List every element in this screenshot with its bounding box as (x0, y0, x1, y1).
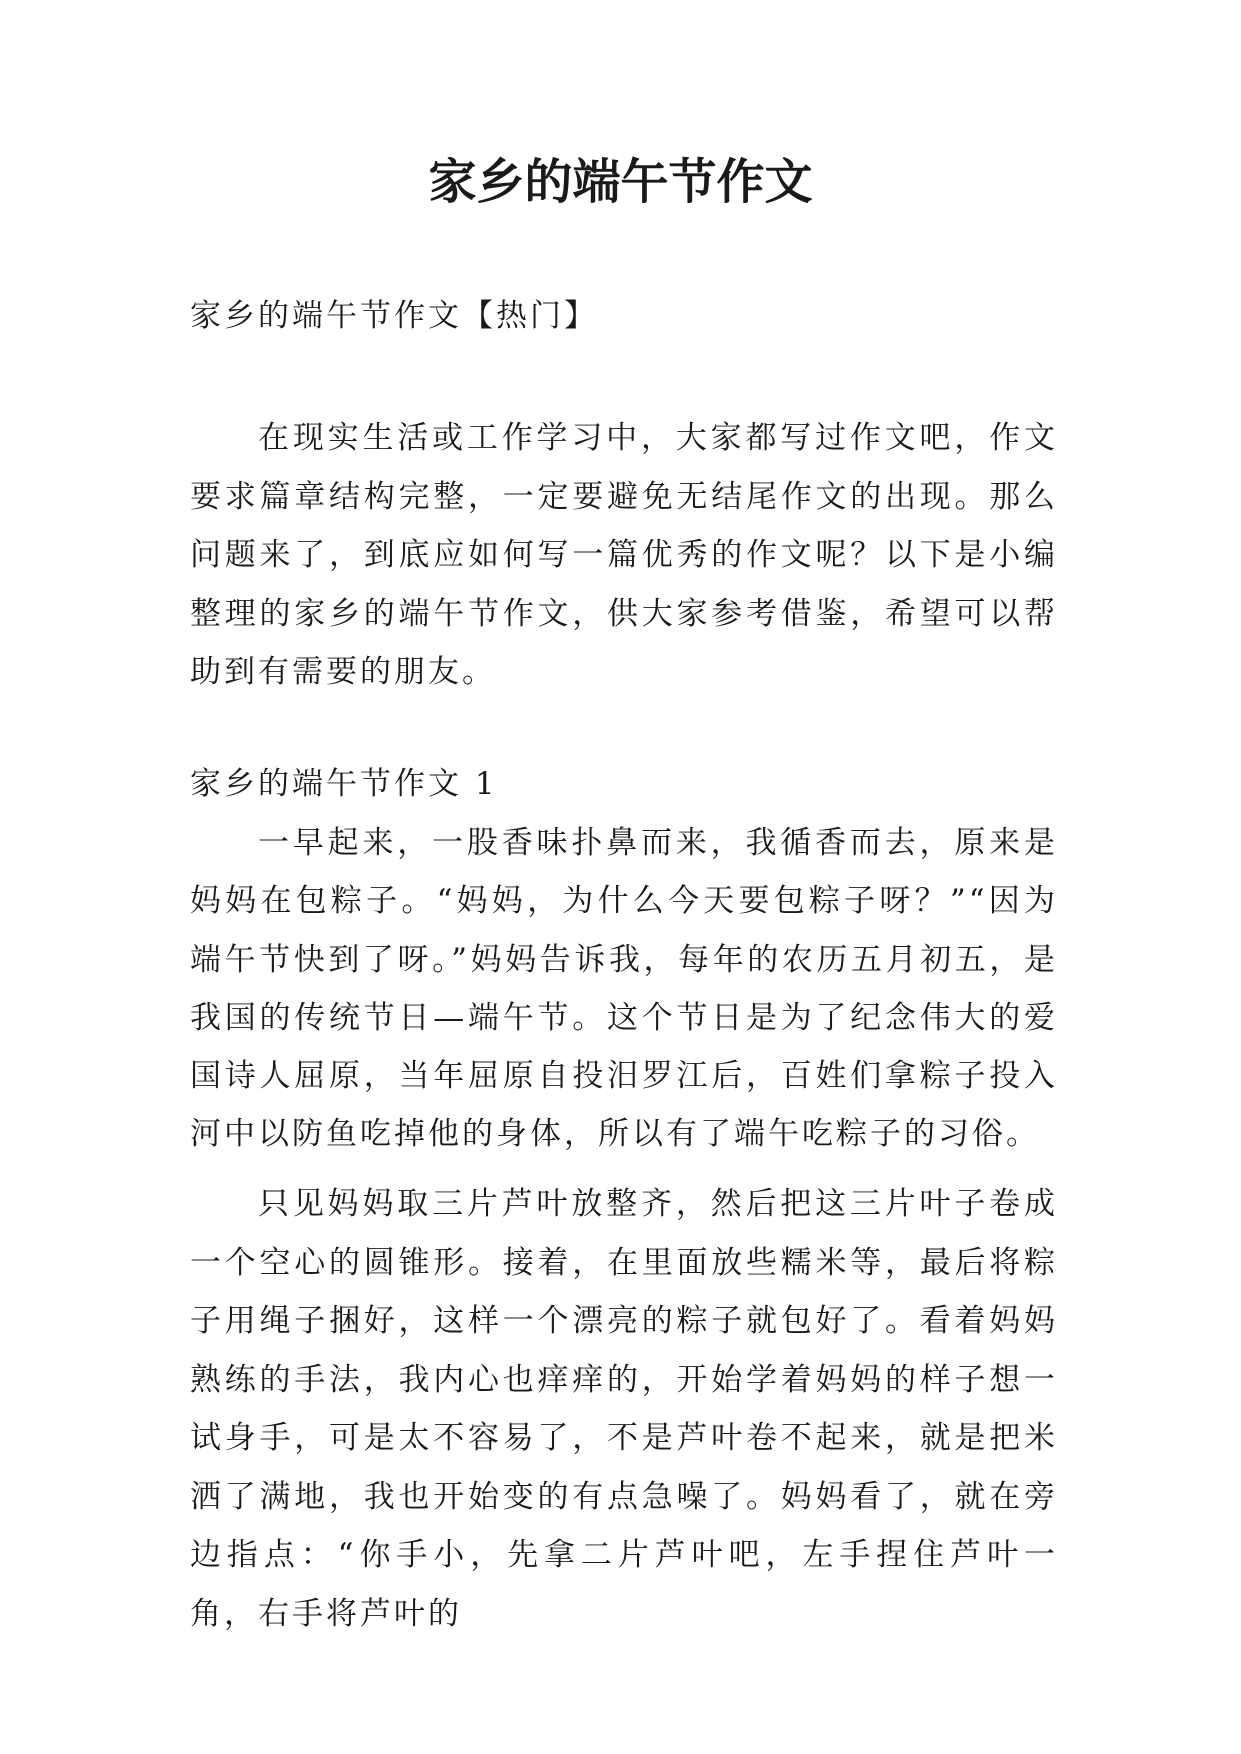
section-heading: 家乡的端午节作文 1 (190, 766, 498, 802)
document-subtitle: 家乡的端午节作文【热门】 (190, 298, 598, 334)
essay-paragraph-1: 一早起来，一股香味扑鼻而来，我循香而去，原来是妈妈在包粽子。“妈妈，为什么今天要包粽子呀？”“因为端午节快到了呀。”妈妈告诉我，每年的农历五月初五，是我国的传统节日—端午节。这个节日是为了纪念伟大的爱国诗人屈原，当年屈原自投汨罗江后，百姓们拿粽子投入河中以防鱼吃掉他的身体，所以有了端午吃粽子的习俗。 (190, 825, 1058, 1153)
essay-paragraph-2: 只见妈妈取三片芦叶放整齐，然后把这三片叶子卷成一个空心的圆锥形。接着，在里面放些糯米等，最后将粽子用绳子捆好，这样一个漂亮的粽子就包好了。看着妈妈熟练的手法，我内心也痒痒的，开始学着妈妈的样子想一试身手，可是太不容易了，不是芦叶卷不起来，就是把米洒了满地，我也开始变的有点急噪了。妈妈看了，就在旁边指点：“你手小，先拿二片芦叶吧，左手捏住芦叶一角，右手将芦叶的 (190, 1186, 1058, 1632)
document-title: 家乡的端午节作文 (428, 154, 813, 210)
intro-paragraph: 在现实生活或工作学习中，大家都写过作文吧，作文要求篇章结构完整，一定要避免无结尾作文的出现。那么问题来了，到底应如何写一篇优秀的作文呢？以下是小编整理的家乡的端午节作文，供大家参考借鉴，希望可以帮助到有需要的朋友。 (190, 420, 1058, 690)
